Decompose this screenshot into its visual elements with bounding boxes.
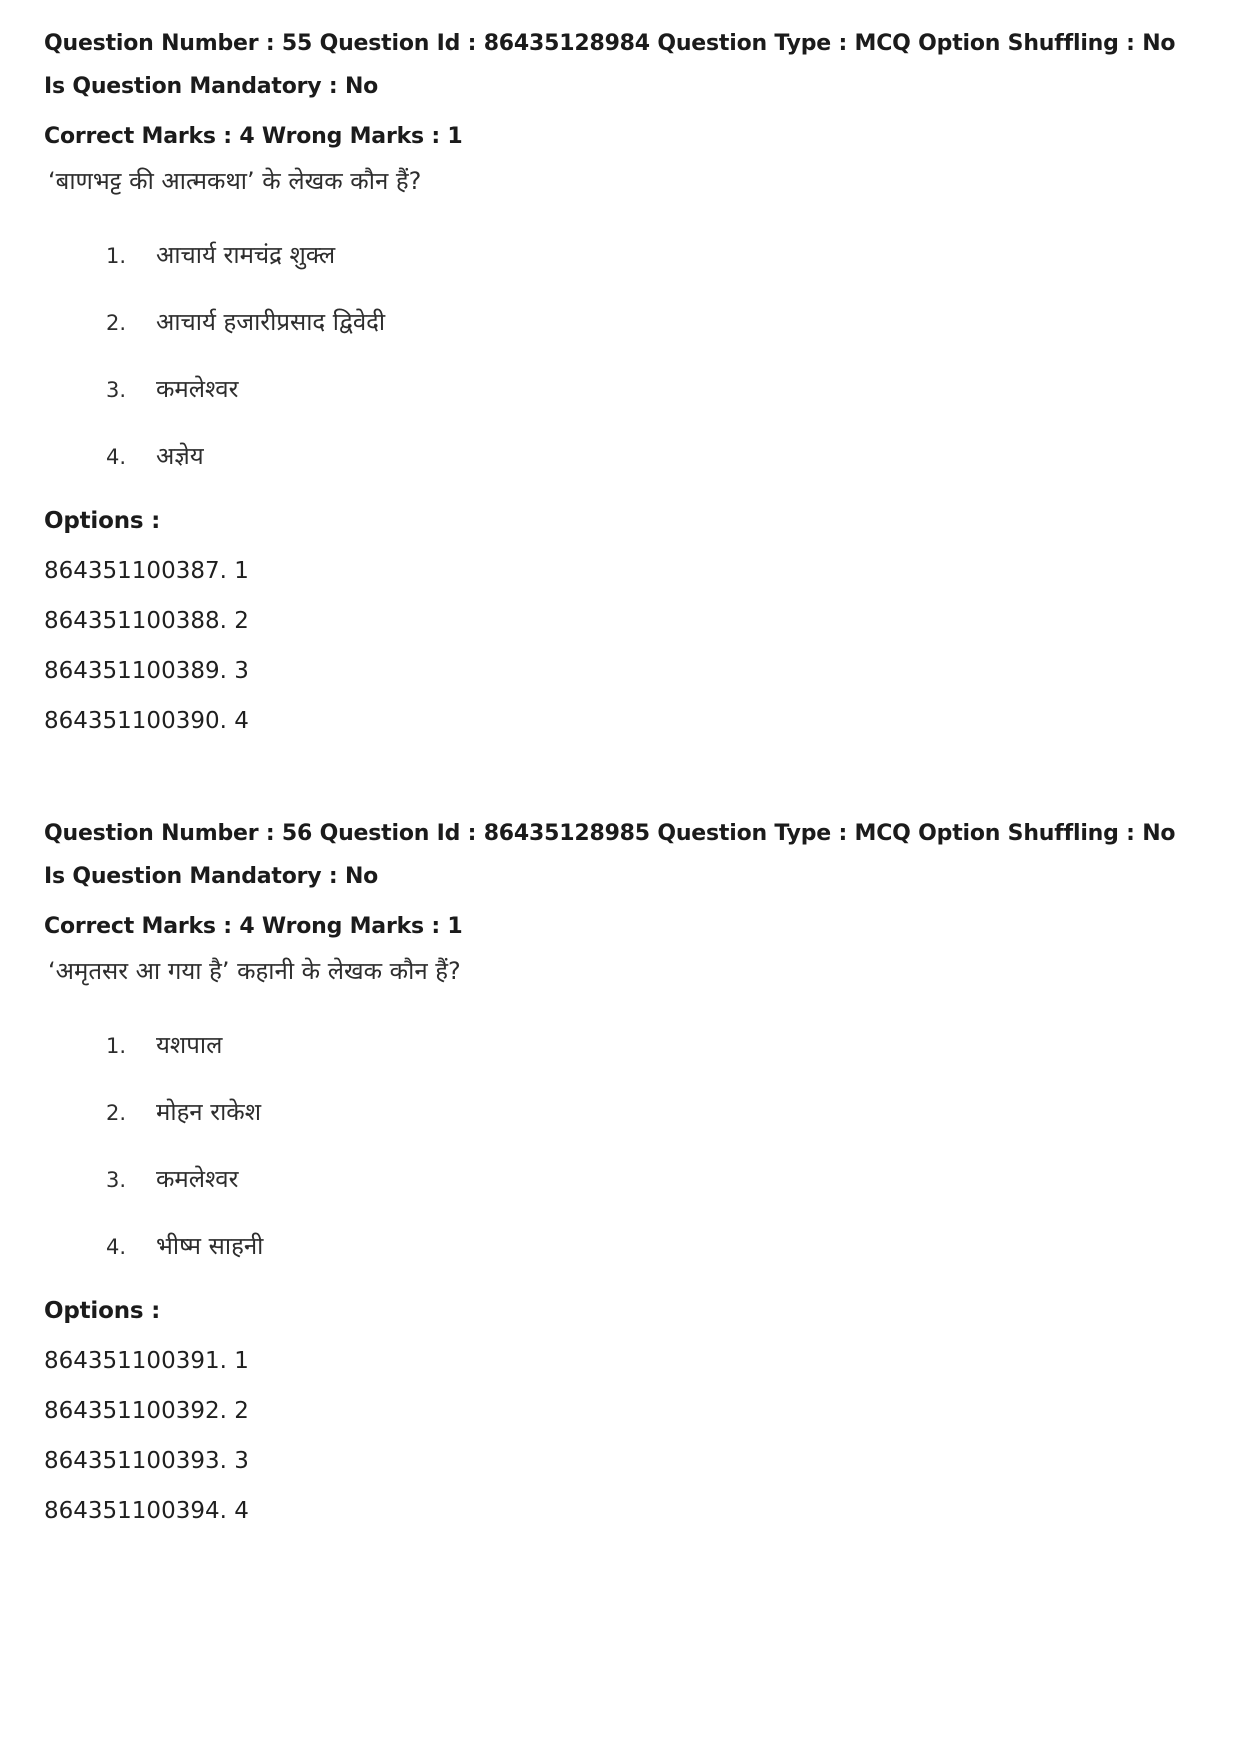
choice-number: 2. xyxy=(106,1101,127,1125)
choice-row-1 xyxy=(44,1030,1196,1060)
choice-row-1 xyxy=(44,240,1196,270)
marks-line: Correct Marks : 4 Wrong Marks : 1 xyxy=(44,914,463,939)
choice-row-4 xyxy=(44,1231,1196,1261)
choice-row-3 xyxy=(44,1164,1196,1194)
question-text: ‘बाणभट्ट की आत्मकथा’ के लेखक कौन हैं? xyxy=(48,167,422,195)
option-id-row: 864351100387. 1 xyxy=(44,558,249,584)
choice-row-2 xyxy=(44,1097,1196,1127)
question-meta-line2: Is Question Mandatory : No xyxy=(44,864,379,889)
choice-row-4 xyxy=(44,441,1196,471)
choice-text: यशपाल xyxy=(156,1031,223,1059)
question-text: ‘अमृतसर आ गया है’ कहानी के लेखक कौन हैं? xyxy=(48,957,461,985)
choice-number: 3. xyxy=(106,1168,127,1192)
options-label: Options : xyxy=(44,1298,161,1324)
option-id-row: 864351100388. 2 xyxy=(44,608,249,634)
question-meta-line2: Is Question Mandatory : No xyxy=(44,74,379,99)
option-id-row: 864351100390. 4 xyxy=(44,708,249,734)
choice-text: कमलेश्वर xyxy=(156,1165,239,1193)
choice-text: अज्ञेय xyxy=(156,442,204,470)
options-label: Options : xyxy=(44,508,161,534)
choice-text: मोहन राकेश xyxy=(156,1098,262,1126)
choice-number: 1. xyxy=(106,1034,127,1058)
choice-text: कमलेश्वर xyxy=(156,375,239,403)
question-block-56 xyxy=(44,812,1196,1524)
choice-number: 4. xyxy=(106,1235,127,1259)
choice-text: भीष्म साहनी xyxy=(156,1232,264,1260)
question-block-55 xyxy=(44,22,1196,734)
option-id-row: 864351100389. 3 xyxy=(44,658,249,684)
question-meta-line1: Question Number : 55 Question Id : 86435128984 Question Type : MCQ Option Shuffling : No xyxy=(44,31,1176,56)
choice-text: आचार्य रामचंद्र शुक्ल xyxy=(156,241,336,269)
option-id-row: 864351100392. 2 xyxy=(44,1398,249,1424)
option-id-row: 864351100394. 4 xyxy=(44,1498,249,1524)
choice-number: 2. xyxy=(106,311,127,335)
option-id-row: 864351100391. 1 xyxy=(44,1348,249,1374)
choice-row-2 xyxy=(44,307,1196,337)
choice-number: 4. xyxy=(106,445,127,469)
choice-row-3 xyxy=(44,374,1196,404)
choices-list xyxy=(44,1030,1196,1261)
choice-number: 1. xyxy=(106,244,127,268)
question-meta-line1: Question Number : 56 Question Id : 86435128985 Question Type : MCQ Option Shuffling : No xyxy=(44,821,1176,846)
choice-text: आचार्य हजारीप्रसाद द्विवेदी xyxy=(156,308,386,336)
choices-list xyxy=(44,240,1196,471)
marks-line: Correct Marks : 4 Wrong Marks : 1 xyxy=(44,124,463,149)
choice-number: 3. xyxy=(106,378,127,402)
option-id-row: 864351100393. 3 xyxy=(44,1448,249,1474)
